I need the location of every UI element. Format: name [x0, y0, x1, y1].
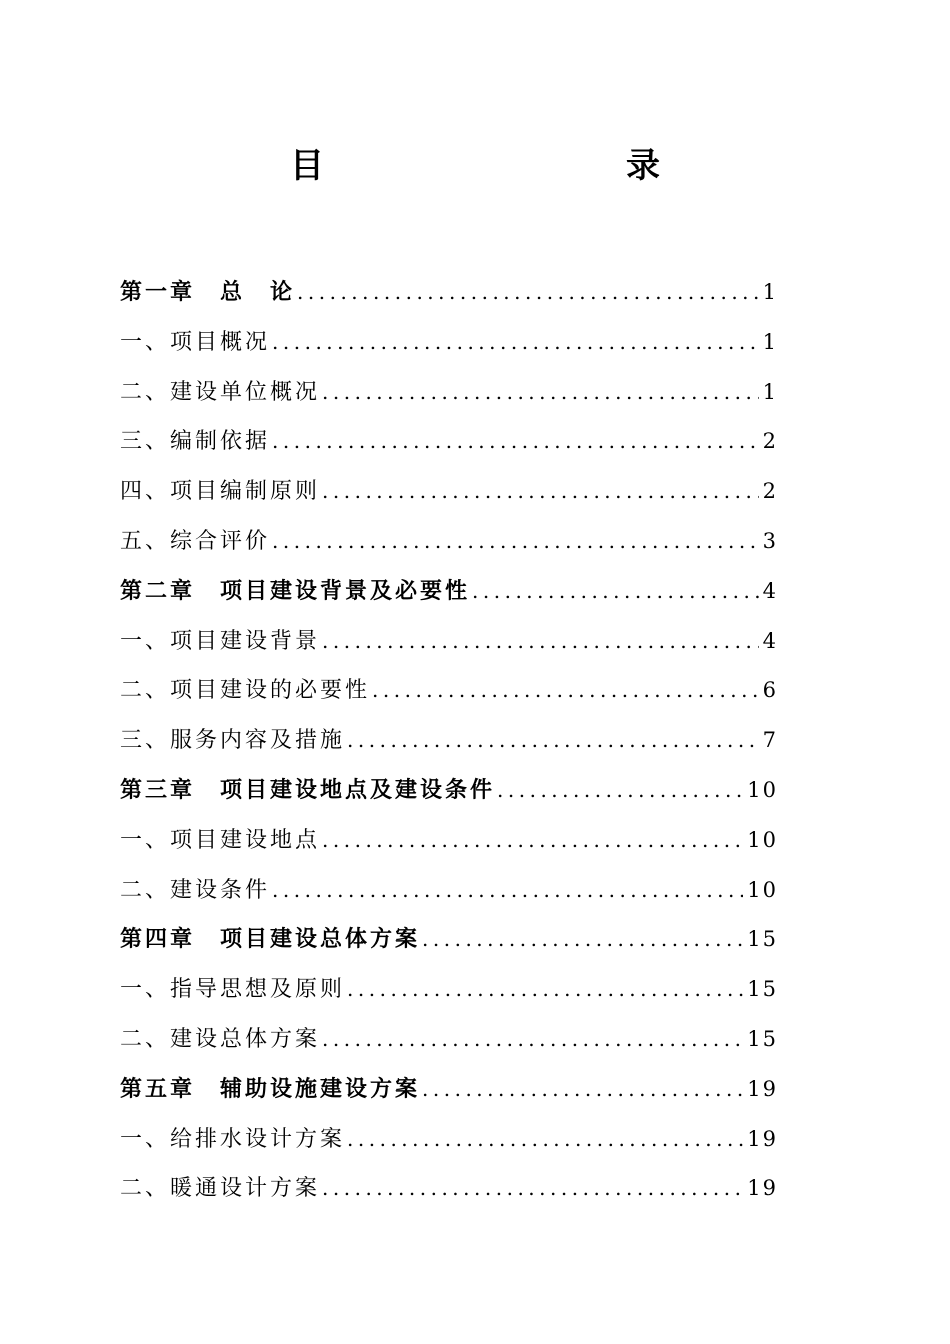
- toc-chapter-entry[interactable]: [120, 268, 778, 318]
- toc-section-entry[interactable]: [120, 816, 778, 866]
- toc-entry-label: 二、建设总体方案: [120, 1026, 321, 1052]
- toc-page-number: 6: [762, 678, 778, 703]
- toc-leader-dots: [422, 1065, 743, 1115]
- toc-leader-dots: [372, 666, 759, 716]
- toc-entry-label: 二、建设单位概况: [120, 379, 321, 405]
- toc-section-entry[interactable]: [120, 467, 778, 517]
- toc-section-entry[interactable]: [120, 866, 778, 916]
- toc-page-number: 4: [762, 628, 778, 653]
- toc-section-entry[interactable]: [120, 368, 778, 418]
- toc-leader-dots: [297, 268, 759, 318]
- toc-entry-label: 一、项目建设背景: [120, 628, 321, 654]
- toc-page-number: 1: [762, 379, 778, 404]
- toc-section-entry[interactable]: [120, 716, 778, 766]
- toc-section-entry[interactable]: [120, 517, 778, 567]
- toc-leader-dots: [322, 1164, 743, 1214]
- toc-entry-label: 第三章 项目建设地点及建设条件: [120, 776, 496, 803]
- toc-leader-dots: [272, 318, 759, 368]
- toc-section-entry[interactable]: [120, 1164, 778, 1214]
- toc-leader-dots: [347, 716, 759, 766]
- toc-entry-label: 一、指导思想及原则: [120, 977, 346, 1003]
- toc-page-number: 15: [747, 927, 778, 952]
- toc-page-number: 10: [747, 877, 778, 902]
- toc-page-number: 10: [747, 827, 778, 852]
- toc-leader-dots: [272, 417, 759, 467]
- toc-page-number: 2: [762, 429, 778, 454]
- toc-leader-dots: [472, 567, 759, 617]
- toc-entry-label: 第四章 项目建设总体方案: [120, 926, 421, 953]
- toc-page-number: 15: [747, 977, 778, 1002]
- toc-section-entry[interactable]: [120, 965, 778, 1015]
- toc-entry-label: 第一章 总 论: [120, 279, 296, 305]
- toc-entry-label: 一、项目建设地点: [120, 827, 321, 853]
- toc-entry-label: 五、综合评价: [120, 528, 271, 554]
- toc-page-number: 10: [747, 777, 778, 802]
- toc-leader-dots: [272, 517, 759, 567]
- page-title: 目 录: [290, 146, 738, 186]
- toc-page-number: 3: [762, 528, 778, 553]
- toc-leader-dots: [497, 766, 743, 816]
- toc-section-entry[interactable]: [120, 617, 778, 667]
- toc-page-number: 4: [762, 578, 778, 603]
- toc-leader-dots: [322, 1015, 743, 1065]
- toc-chapter-entry[interactable]: [120, 1065, 778, 1115]
- toc-page-number: 7: [762, 728, 778, 753]
- toc-section-entry[interactable]: [120, 666, 778, 716]
- table-of-contents: [120, 268, 778, 1214]
- toc-page-number: 19: [747, 1176, 778, 1201]
- toc-chapter-entry[interactable]: [120, 766, 778, 816]
- toc-entry-label: 三、编制依据: [120, 429, 271, 455]
- toc-page-number: 15: [747, 1026, 778, 1051]
- toc-entry-label: 一、项目概况: [120, 329, 271, 355]
- toc-leader-dots: [322, 467, 759, 517]
- toc-entry-label: 三、服务内容及措施: [120, 728, 346, 754]
- toc-leader-dots: [347, 965, 743, 1015]
- toc-entry-label: 二、暖通设计方案: [120, 1176, 321, 1202]
- toc-section-entry[interactable]: [120, 1115, 778, 1165]
- toc-leader-dots: [322, 617, 759, 667]
- toc-chapter-entry[interactable]: [120, 567, 778, 617]
- toc-page-number: 1: [762, 280, 778, 304]
- toc-entry-label: 二、项目建设的必要性: [120, 678, 371, 704]
- toc-entry-label: 第五章 辅助设施建设方案: [120, 1075, 421, 1102]
- toc-leader-dots: [322, 368, 759, 418]
- toc-leader-dots: [422, 915, 743, 965]
- toc-section-entry[interactable]: [120, 318, 778, 368]
- toc-leader-dots: [322, 816, 743, 866]
- toc-leader-dots: [272, 866, 743, 916]
- toc-entry-label: 四、项目编制原则: [120, 479, 321, 505]
- toc-entry-label: 一、给排水设计方案: [120, 1126, 346, 1152]
- toc-page-number: 19: [747, 1076, 778, 1101]
- toc-page-number: 19: [747, 1126, 778, 1151]
- toc-chapter-entry[interactable]: [120, 915, 778, 965]
- toc-entry-label: 二、建设条件: [120, 877, 271, 903]
- toc-entry-label: 第二章 项目建设背景及必要性: [120, 577, 471, 604]
- toc-page-number: 1: [762, 329, 778, 354]
- toc-page-number: 2: [762, 479, 778, 504]
- toc-section-entry[interactable]: [120, 1015, 778, 1065]
- toc-section-entry[interactable]: [120, 417, 778, 467]
- toc-leader-dots: [347, 1115, 743, 1165]
